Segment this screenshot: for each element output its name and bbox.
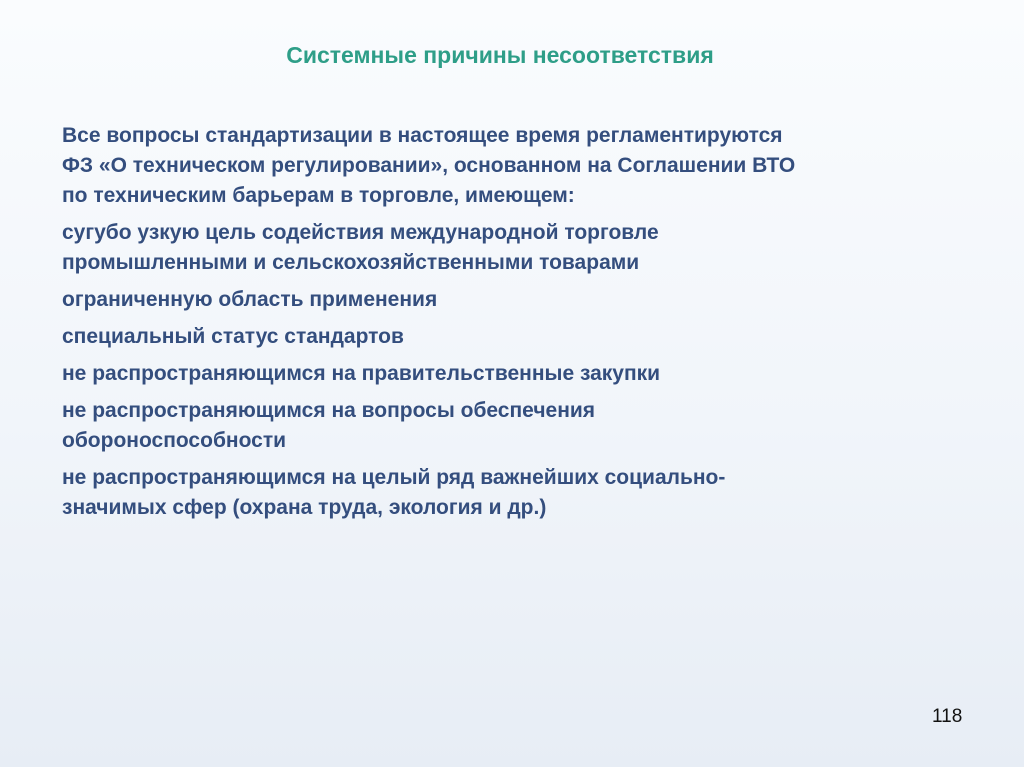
text-line: ограниченную область применения xyxy=(62,288,438,311)
text-line: по техническим барьерам в торговле, имеющем: xyxy=(62,184,575,207)
text-line: ФЗ «О техническом регулировании», основанном на Соглашении ВТО xyxy=(62,154,796,177)
text-line: сугубо узкую цель содействия международной торговле xyxy=(62,221,659,244)
slide-body xyxy=(62,121,982,530)
intro-paragraph xyxy=(62,121,982,211)
text-line: специальный статус стандартов xyxy=(62,325,404,348)
text-line: промышленными и сельскохозяйственными товарами xyxy=(62,251,640,274)
slide-title: Системные причины несоответствия xyxy=(286,42,714,68)
list-item xyxy=(62,463,982,523)
text-line: Все вопросы стандартизации в настоящее время регламентируются xyxy=(62,124,783,147)
list-item xyxy=(62,396,982,456)
page-number: 118 xyxy=(932,706,963,727)
list-item xyxy=(62,322,982,352)
list-item xyxy=(62,285,982,315)
text-line: не распространяющимся на правительственные закупки xyxy=(62,362,661,385)
list-item xyxy=(62,359,982,389)
text-line: не распространяющимся на вопросы обеспечения xyxy=(62,399,596,422)
list-item xyxy=(62,218,982,278)
text-line: значимых сфер (охрана труда, экология и др.) xyxy=(62,496,547,519)
text-line: обороноспособности xyxy=(62,429,287,452)
text-line: не распространяющимся на целый ряд важнейших социально- xyxy=(62,466,726,489)
